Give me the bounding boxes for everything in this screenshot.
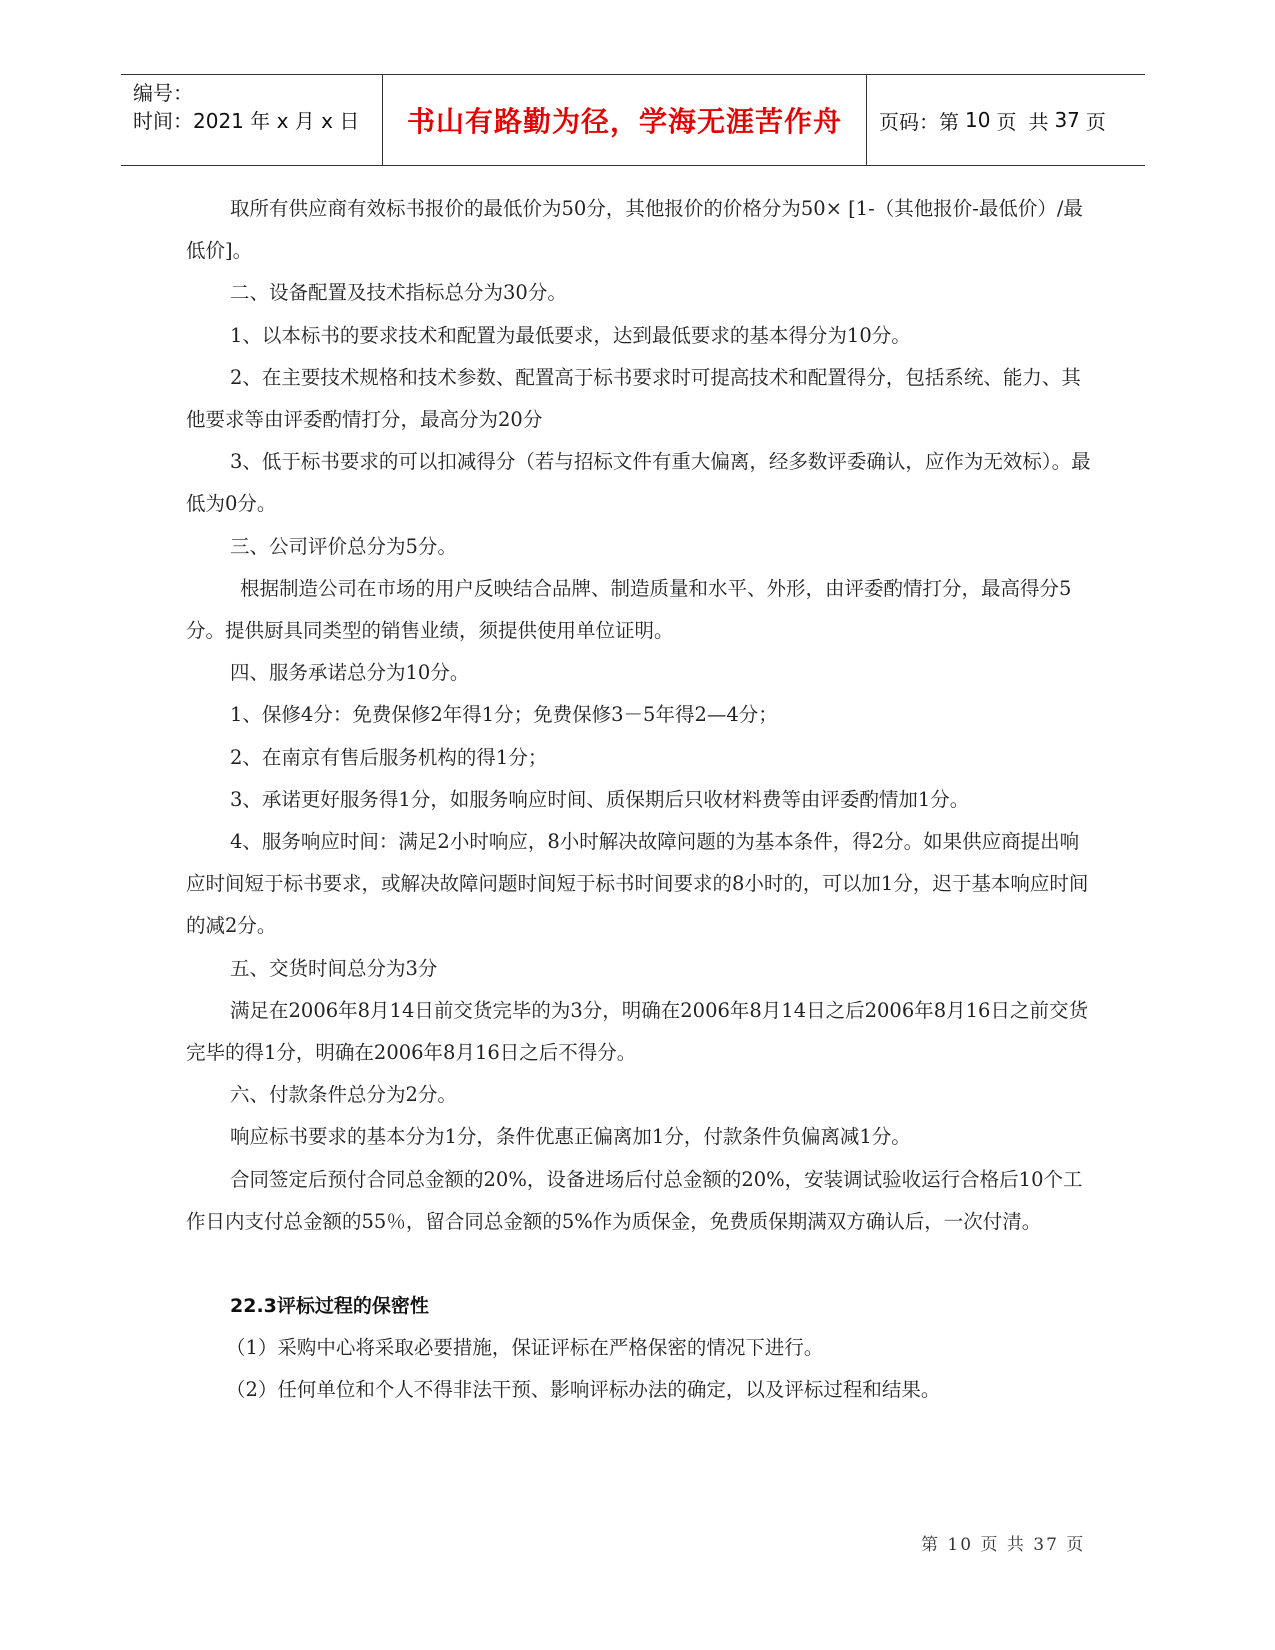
paragraph-delivery: 满足在2006年8月14日前交货完毕的为3分，明确在2006年8月14日之后2006年8月16日之前交货完毕的得1分，明确在2006年8月16日之后不得分。 xyxy=(186,998,1088,1065)
document-date: 时间：2021 年 x 月 x 日 xyxy=(133,109,360,133)
paragraph-service-4: 4、服务响应时间：满足2小时响应，8小时解决故障问题的为基本条件，得2分。如果供应商提出响应时间短于标书要求，或解决故障问题时间短于标书时间要求的8小时的，可以加1分，迟于基本响应时间的减2分。 xyxy=(186,830,1089,938)
header-motto: 书山有路勤为径，学海无涯苦作舟 xyxy=(383,75,867,165)
heading-payment: 六、付款条件总分为2分。 xyxy=(230,1083,457,1107)
document-number-label: 编号： xyxy=(133,81,193,105)
paragraph-service-1: 1、保修4分：免费保修2年得1分；免费保修3－5年得2—4分； xyxy=(230,703,778,727)
paragraph-company: 根据制造公司在市场的用户反映结合品牌、制造质量和水平、外形，由评委酌情打分，最高得分5分。提供厨具同类型的销售业绩，须提供使用单位证明。 xyxy=(186,576,1072,643)
paragraph-confidential-1: （1）采购中心将采取必要措施，保证评标在严格保密的情况下进行。 xyxy=(226,1336,824,1360)
section-title: 22.3评标过程的保密性 xyxy=(230,1295,429,1318)
paragraph-equipment-2: 2、在主要技术规格和技术参数、配置高于标书要求时可提高技术和配置得分，包括系统、能力、其他要求等由评委酌情打分，最高分为20分 xyxy=(186,365,1081,432)
heading-delivery: 五、交货时间总分为3分 xyxy=(230,956,438,980)
paragraph-price-score: 取所有供应商有效标书报价的最低价为50分，其他报价的价格分为50× [1-（其他报价-最低价）/最低价]。 xyxy=(186,197,1083,263)
paragraph-service-3: 3、承诺更好服务得1分，如服务响应时间、质保期后只收材料费等由评委酌情加1分。 xyxy=(230,787,970,811)
header-meta xyxy=(121,75,383,165)
document-body xyxy=(186,188,1091,1412)
paragraph-equipment-3: 3、低于标书要求的可以扣减得分（若与招标文件有重大偏离，经多数评委确认，应作为无效标）。最低为0分。 xyxy=(186,450,1091,516)
page-total: 37 xyxy=(1054,108,1080,132)
paragraph-payment-1: 响应标书要求的基本分为1分，条件优惠正偏离加1分，付款条件负偏离减1分。 xyxy=(230,1125,911,1149)
paragraph-equipment-1: 1、以本标书的要求技术和配置为最低要求，达到最低要求的基本得分为10分。 xyxy=(230,323,911,347)
page-current: 10 xyxy=(965,108,991,132)
page-prefix: 页码：第 xyxy=(879,109,959,134)
heading-company: 三、公司评价总分为5分。 xyxy=(230,534,457,558)
page-total-prefix: 共 xyxy=(1028,109,1049,134)
paragraph-payment-2: 合同签定后预付合同总金额的20%，设备进场后付总金额的20%，安装调试验收运行合格后10个工作日内支付总金额的55％，留合同总金额的5%作为质保金，免费质保期满双方确认后，一次付清。 xyxy=(186,1167,1083,1233)
heading-service: 四、服务承诺总分为10分。 xyxy=(230,661,470,685)
page-footer: 第 10 页 共 37 页 xyxy=(921,1535,1086,1555)
page-mid: 页 xyxy=(996,109,1017,134)
page-header xyxy=(121,74,1145,166)
heading-equipment: 二、设备配置及技术指标总分为30分。 xyxy=(230,281,567,305)
paragraph-service-2: 2、在南京有售后服务机构的得1分； xyxy=(230,745,548,769)
page-suffix: 页 xyxy=(1085,109,1106,134)
spacer xyxy=(186,1243,1091,1285)
paragraph-confidential-2: （2）任何单位和个人不得非法干预、影响评标办法的确定，以及评标过程和结果。 xyxy=(226,1378,941,1402)
header-page-indicator xyxy=(867,75,1145,165)
